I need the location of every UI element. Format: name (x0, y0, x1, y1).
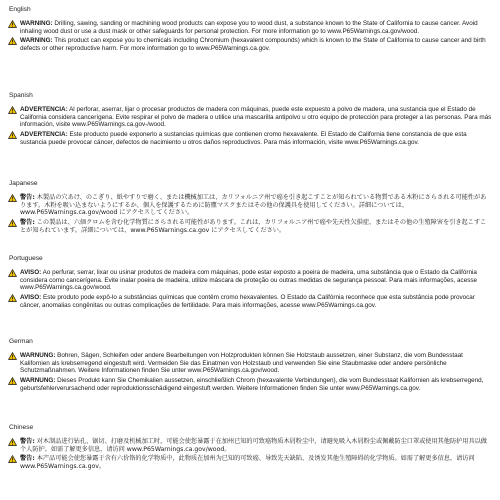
warning-paragraph (8, 438, 492, 453)
warning-paragraph (8, 37, 492, 52)
language-heading: German (9, 338, 33, 345)
warning-text: この製品は、六価クロムを含む化学物質にさらされる可能性があります。これは、カリフォルニア州で癌や先天性欠損症、またはその他の生殖障害を引き起こすことが知られています。詳細については、www.P65Warnings.ca.gov にアクセスしてください。 (20, 219, 487, 234)
warning-text: Drilling, sawing, sanding or machining wood products can expose you to wood dust, a substance known to the State of California to cause cancer. Avoid inhaling wood dust or use a dust mask or other safeguards for personal protection. For more information go to www.P65Warnings.ca.gov/wood. (20, 20, 478, 35)
section-english (8, 6, 492, 55)
warning-paragraph (8, 269, 492, 292)
language-heading: Japanese (9, 180, 38, 187)
warning-triangle-icon (8, 455, 17, 463)
warning-label: WARNUNG: (20, 377, 56, 385)
warning-triangle-icon (8, 106, 17, 114)
warning-paragraph (8, 219, 492, 234)
warning-text: Al perforar, aserrar, lijar o procesar productos de madera con máquinas, puede este expuesto a polvo de madera, una sustancia que el Estado de California considera cancerígena. Evite respirar el polvo de madera o utilice una mascarilla antipolvo u otro equipo de protección para proteger a las personas. Para más información, visite www.P65Warnings.ca.gov-/wood. (20, 106, 492, 129)
warning-triangle-icon (8, 438, 17, 446)
section-spanish (8, 92, 492, 149)
warning-text: Este producto puede exponerlo a sustancias químicas que contienen cromo hexavalente. El Estado de California tiene constancia de que esta sustancia puede provocar cáncer, defectos de nacimiento u otros daños reproductivos. Para más información, visite www.P65Warnings.ca.gov. (20, 131, 467, 146)
warning-text: Ao perfurar, serrar, lixar ou usinar produtos de madeira com máquinas, pode estar exposto a poeira de madeira, uma substância que o Estado da Califórnia considera como cancerígena. Evite inalar poeira de madeira, utilize máscara de proteção ou outras medidas de segurança pessoal. Para mais informações, acesse www.P65Warnings.ca.gov/wood. (20, 269, 478, 292)
section-german (8, 338, 492, 395)
warning-triangle-icon (8, 194, 17, 202)
language-heading: Portuguese (9, 255, 43, 262)
warning-triangle-icon (8, 219, 17, 227)
warning-label: AVISO: (20, 294, 42, 302)
warning-text: 木製品の穴あけ、のこぎり、紙やすりで磨く、または機械加工は、カリフォルニア州で癌を引き起こすことが知られている物質である木粉にさらされる可能性があります。木粉を吸い込まないようにするか、個人を保護するために防塵マスクまたはその他の保護具を使用してください。詳細については、www.P65Warnings.ca.gov/wood にアクセスしてください。 (20, 194, 487, 217)
warning-paragraph (8, 455, 492, 470)
warning-text: Este produto pode expô-lo a substâncias químicas que contêm cromo hexavalentes. O Estado da Califórnia reconhece que esta substância pode provocar câncer, anomalias congênitas ou outras complicações de fertilidade. Para mais informações, acesse www.P65Warnings.ca.gov. (20, 294, 475, 309)
warning-label: 警告: (20, 194, 35, 201)
warning-paragraph (8, 377, 492, 392)
warning-text: 本产品可能会使您暴露于含有六价铬的化学物质中，此物质在加州为已知的可致癌、导致先天缺陷、及诱发其他生殖障碍的化学物质。如需了解更多信息，请访问 www.P65Warnings.ca.gov。 (20, 455, 475, 471)
warning-triangle-icon (8, 37, 17, 45)
warning-triangle-icon (8, 20, 17, 28)
warning-triangle-icon (8, 131, 17, 139)
warning-label: WARNING: (20, 20, 53, 27)
warning-paragraph (8, 294, 492, 309)
warning-label: 警告: (20, 455, 35, 463)
warning-label: 警告: (20, 438, 35, 445)
warning-label: 警告: (20, 219, 35, 227)
section-chinese (8, 424, 492, 473)
warning-text: Bohren, Sägen, Schleifen oder andere Bearbeitungen von Holzprodukten können Sie Holzstaub aussetzen, einer Substanz, die vom Bundesstaat Kalifornien als krebserregend eingestuft wird. Vermeiden Sie das Einatmen von Holzstaub und verwenden Sie eine Staubmaske oder andere persönliche Schutzmaßnahmen. Weitere Informationen finden Sie unter www.P65Warnings.ca.gov/wood. (20, 352, 463, 375)
warning-triangle-icon (8, 269, 17, 277)
warning-triangle-icon (8, 377, 17, 385)
section-japanese (8, 180, 492, 237)
warning-paragraph (8, 194, 492, 217)
language-heading: Spanish (9, 92, 33, 99)
warning-triangle-icon (8, 352, 17, 360)
warning-label: AVISO: (20, 269, 42, 276)
warning-paragraph (8, 131, 492, 146)
warning-text: 对木制品进行钻孔、锯切、打磨及机械加工时，可能会使您暴露于在加州已知的可致癌物质木屑粉尘中，请避免吸入木屑粉尘或佩戴防尘口罩或使用其他防护用具以做个人防护。如需了解更多信息，请访问 www.P65Warnings.ca.gov/wood。 (20, 438, 487, 453)
warning-paragraph (8, 20, 492, 35)
warning-paragraph (8, 352, 492, 375)
warning-paragraph (8, 106, 492, 129)
warning-label: ADVERTENCIA: (20, 106, 68, 113)
section-portuguese (8, 255, 492, 312)
language-heading: English (9, 6, 31, 13)
warning-label: WARNING: (20, 37, 53, 45)
warning-text: This product can expose you to chemicals including Chromium (hexavalent compounds) which is known to the State of California to cause cancer and birth defects or other reproductive harm. For more information go to www.P65Warnings.ca.gov. (20, 37, 486, 53)
language-heading: Chinese (9, 424, 34, 431)
warning-text: Dieses Produkt kann Sie Chemikalien aussetzen, einschließlich Chrom (hexavalente Verbindungen), die vom Bundesstaat Kalifornien als krebserregend, geburtsfehlerverursachend oder reproduktionsschädigend eingestuft werden. Weitere Informationen finden Sie unter www.P65Warnings.ca.gov. (20, 377, 484, 392)
warning-label: WARNUNG: (20, 352, 56, 359)
warning-label: ADVERTENCIA: (20, 131, 68, 139)
warning-triangle-icon (8, 294, 17, 302)
